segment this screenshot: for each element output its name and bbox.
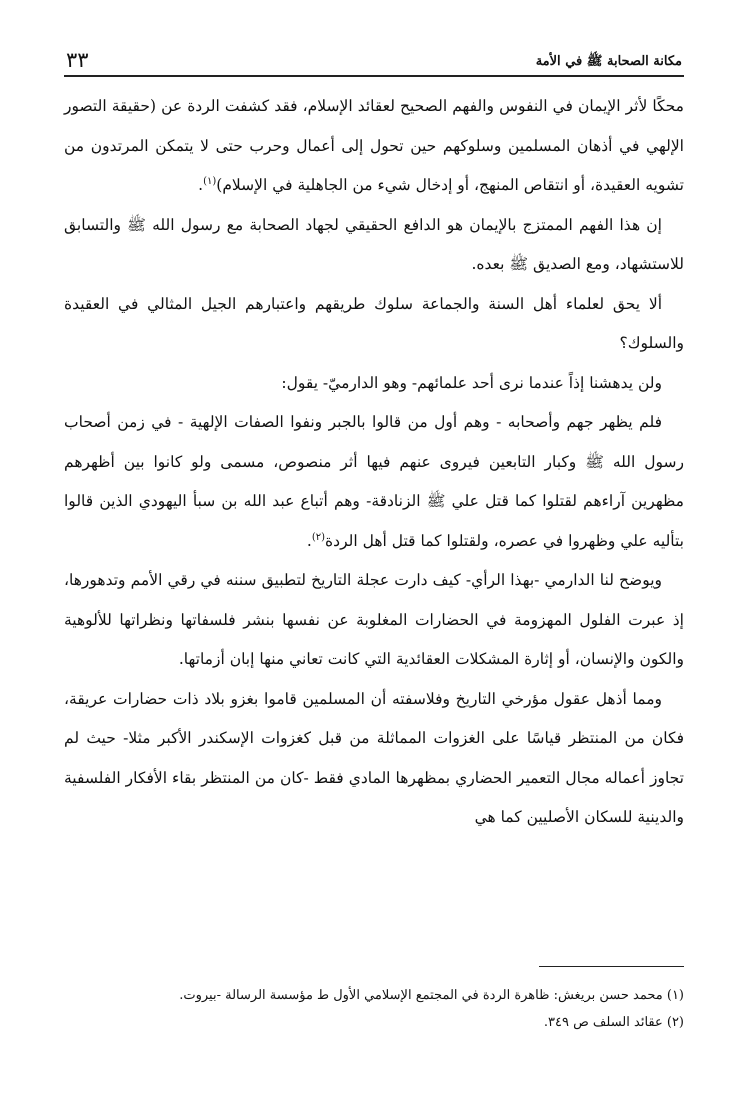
page-number: ٣٣ <box>66 48 89 72</box>
paragraph: ألا يحق لعلماء أهل السنة والجماعة سلوك طريقهم واعتبارهم الجيل المثالي في العقيدة والسلوك؟ <box>64 294 684 352</box>
footnote: (١) محمد حسن بريغش: ظاهرة الردة في المجتمع الإسلامي الأول ط مؤسسة الرسالة -بيروت. <box>179 988 684 1003</box>
body-text <box>64 87 684 838</box>
footnotes <box>64 982 684 1036</box>
book-page <box>64 38 684 1081</box>
quotation: فلم يظهر جهم وأصحابه - وهم أول من قالوا بالجبر ونفوا الصفات الإلهية - في زمن أصحاب رسول الله ﷺ وكبار التابعين فيروى عنهم فيها أثر منصوص، مسمى ولو كانوا بين أظهرهم مظهرين آراءهم لقتلوا كما قتل علي ﷺ الزنادقة- وهم أتباع عبد الله بن سبأ اليهودي الذين قالوا بتأليه علي وظهروا في عصره، ولقتلوا كما قتل أهل الردة$^{(٢)}$. <box>64 413 684 550</box>
footnote-ref: (٢) <box>311 531 326 543</box>
footnote-ref: (١) <box>203 175 217 187</box>
paragraph: ويوضح لنا الدارمي -بهذا الرأي- كيف دارت عجلة التاريخ لتطبيق سننه في رقي الأمم وتدهورها، إذ عبرت الفلول المهزومة في الحضارات المغلوبة عن نفسها بنشر فلسفاتها ونظراتها للألوهية والكون والإنسان، أو إثارة المشكلات العقائدية التي كانت تعاني منها إبان أزماتها. <box>64 571 684 668</box>
page-header <box>64 38 684 72</box>
header-rule <box>64 75 684 77</box>
paragraph: ولن يدهشنا إذاً عندما نرى أحد علمائهم- وهو الدارميّ- يقول: <box>281 373 662 392</box>
paragraph: محكًا لأثر الإيمان في النفوس والفهم الصحيح لعقائد الإسلام، فقد كشفت الردة عن (حقيقة التصور الإلهي في أذهان المسلمين وسلوكهم حين تحول إلى أعمال وحرب حتى لا يتمكن المرتدون من تشويه العقيدة، أو انتقاص المنهج، أو إدخال شيء من الجاهلية في الإسلام)$^{(١)}$. <box>64 97 684 194</box>
paragraph: ومما أذهل عقول مؤرخي التاريخ وفلاسفته أن المسلمين قاموا بغزو بلاد ذات حضارات عريقة، فكان من المنتظر قياسًا على الغزوات المماثلة من قبل كغزوات الإسكندر الأكبر مثلا- حيث لم تجاوز أعماله مجال التعمير الحضاري بمظهرها المادي فقط -كان من المنتظر بقاء الأفكار الفلسفية والدينية للسكان الأصليين كما هي <box>64 689 684 826</box>
footnote-rule <box>539 966 684 967</box>
paragraph: إن هذا الفهم الممتزج بالإيمان هو الدافع الحقيقي لجهاد الصحابة مع رسول الله ﷺ والتسابق للاستشهاد، ومع الصديق ﷺ بعده. <box>64 215 684 273</box>
footnote: (٢) عقائد السلف ص ٣٤٩. <box>543 1015 684 1030</box>
running-title: مكانة الصحابة ﷺ في الأمة <box>535 54 682 69</box>
